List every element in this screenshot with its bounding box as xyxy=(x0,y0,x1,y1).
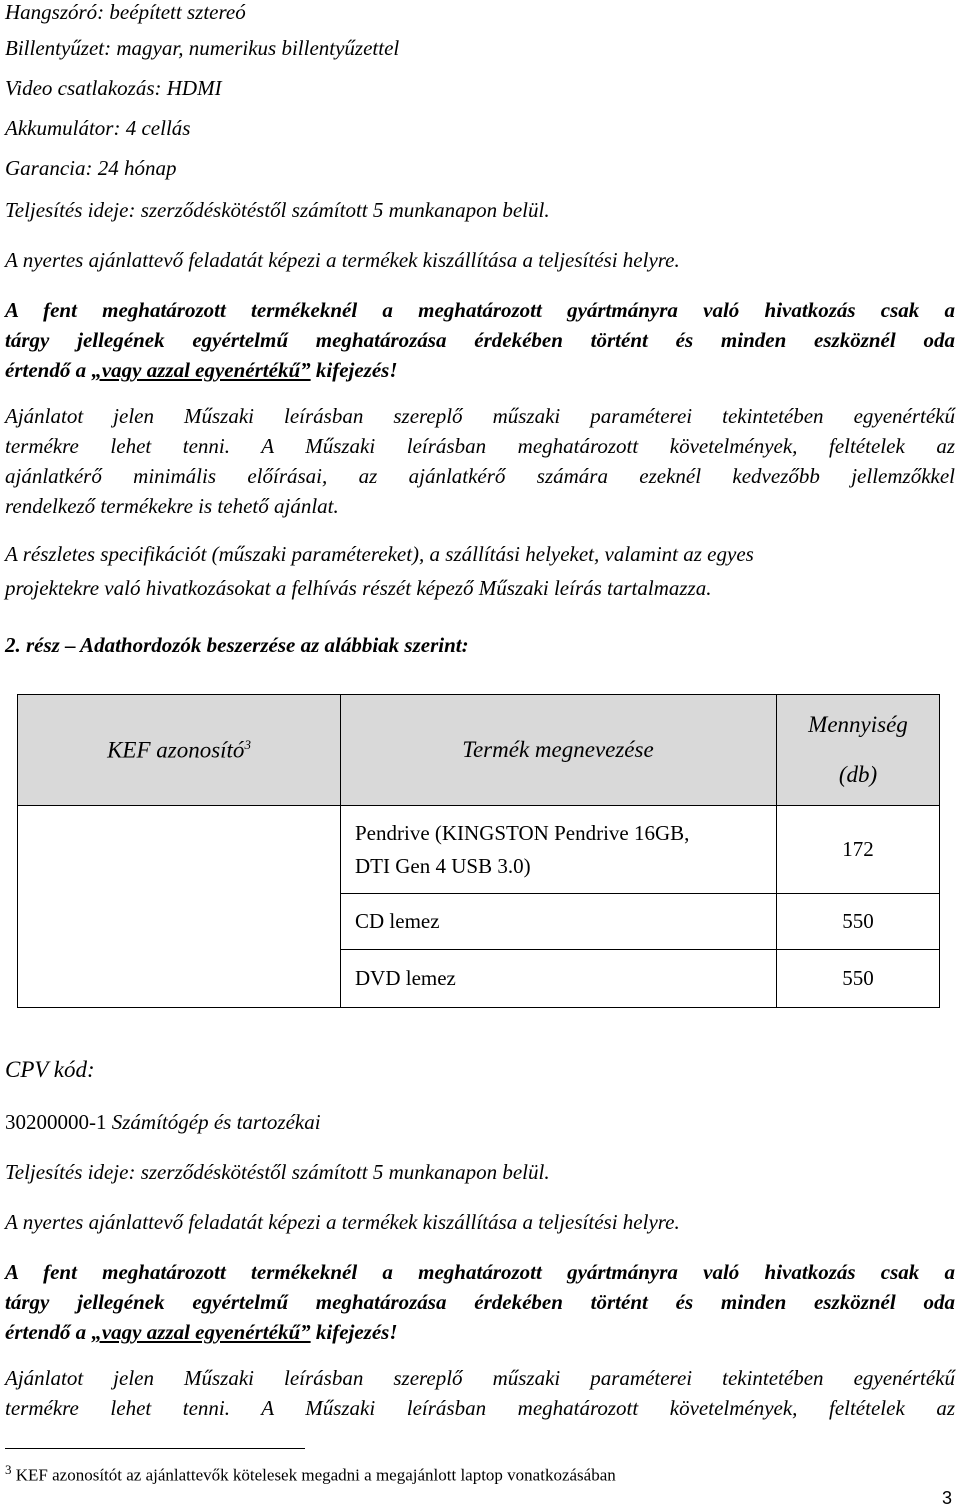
header-quantity-unit: (db) xyxy=(838,762,878,787)
details-para-line-1: A részletes specifikációt (műszaki paramétereket), a szállítási helyeket, valamint az egyes xyxy=(5,542,754,566)
spec-line-keyboard: Billentyűzet: magyar, numerikus billentyűzettel xyxy=(5,36,400,60)
product-name-line-1: Pendrive (KINGSTON Pendrive 16GB, xyxy=(355,820,690,845)
offer-para-1-line-1: Ajánlatot jelen Műszaki leírásban szereplő műszaki paraméterei tekintetében egyenértékű xyxy=(5,404,955,428)
table-cell-qty: 172 xyxy=(777,806,940,894)
offer-para-1-line-2: termékre lehet tenni. A Műszaki leírásban meghatározott követelmények, feltételek az xyxy=(5,434,955,458)
bold-para-1-post: kifejezés! xyxy=(310,358,398,382)
footnote xyxy=(5,1462,616,1486)
bold-para-2-post: kifejezés! xyxy=(310,1320,398,1344)
table-cell-qty: 550 xyxy=(777,950,940,1008)
offer-para-2-line-1: Ajánlatot jelen Műszaki leírásban szereplő műszaki paraméterei tekintetében egyenértékű xyxy=(5,1366,955,1390)
table-cell-product: CD lemez xyxy=(341,894,777,950)
header-product-name: Termék megnevezése xyxy=(341,695,777,806)
product-table xyxy=(17,694,940,1008)
product-name-line-2: DTI Gen 4 USB 3.0) xyxy=(355,853,531,878)
bold-para-1-underlined: „vagy azzal egyenértékű” xyxy=(91,358,311,382)
footnote-separator xyxy=(5,1448,305,1449)
offer-para-2-line-2: termékre lehet tenni. A Műszaki leírásban meghatározott követelmények, feltételek az xyxy=(5,1396,955,1420)
header-kef-label: KEF azonosító xyxy=(107,737,245,763)
bold-para-2-underlined: „vagy azzal egyenértékű” xyxy=(91,1320,311,1344)
offer-para-1-line-4: rendelkező termékekre is tehető ajánlat. xyxy=(5,494,339,518)
cpv-description: Számítógép és tartozékai xyxy=(106,1110,321,1134)
bold-para-2-line-1: A fent meghatározott termékeknél a meghatározott gyártmányra való hivatkozás csak a xyxy=(5,1260,955,1284)
bold-para-1-pre: értendő a xyxy=(5,358,92,382)
header-kef-footnote-mark: 3 xyxy=(244,736,251,752)
details-para-line-2: projektekre való hivatkozásokat a felhívás részét képező Műszaki leírás tartalmazza. xyxy=(5,576,712,600)
table-cell-kef xyxy=(18,806,341,1008)
spec-line-battery: Akkumulátor: 4 cellás xyxy=(5,116,191,140)
section-heading: 2. rész – Adathordozók beszerzése az alábbiak szerint: xyxy=(5,633,469,657)
delivery-deadline-line-2: Teljesítés ideje: szerződéskötéstől számított 5 munkanapon belül. xyxy=(5,1160,550,1184)
header-quantity xyxy=(777,695,940,806)
offer-para-1-line-3: ajánlatkérő minimális előírásai, az ajánlatkérő számára ezeknél kedvezőbb jellemzőkkel xyxy=(5,464,955,488)
table-header-row xyxy=(18,695,940,806)
delivery-obligation-line: A nyertes ajánlattevő feladatát képezi a termékek kiszállítása a teljesítési helyre. xyxy=(5,248,680,272)
cpv-line xyxy=(5,1110,321,1134)
table-cell-qty: 550 xyxy=(777,894,940,950)
footnote-text: KEF azonosítót az ajánlattevők kötelesek megadni a megajánlott laptop vonatkozásában xyxy=(11,1465,616,1485)
header-quantity-label: Mennyiség xyxy=(808,712,908,737)
bold-para-1-line-1: A fent meghatározott termékeknél a meghatározott gyártmányra való hivatkozás csak a xyxy=(5,298,955,322)
bold-para-2-line-3 xyxy=(5,1320,398,1344)
spec-line-speaker: Hangszóró: beépített sztereó xyxy=(5,0,246,24)
cpv-label: CPV kód: xyxy=(5,1057,95,1082)
page-number: 3 xyxy=(941,1488,952,1508)
spec-line-video: Video csatlakozás: HDMI xyxy=(5,76,222,100)
table-cell-product: DVD lemez xyxy=(341,950,777,1008)
table-cell-product xyxy=(341,806,777,894)
bold-para-1-line-2: tárgy jellegének egyértelmű meghatározása érdekében történt és minden eszköznél oda xyxy=(5,328,955,352)
header-kef xyxy=(18,695,341,806)
bold-para-2-pre: értendő a xyxy=(5,1320,92,1344)
bold-para-2-line-2: tárgy jellegének egyértelmű meghatározása érdekében történt és minden eszköznél oda xyxy=(5,1290,955,1314)
delivery-obligation-line-2: A nyertes ajánlattevő feladatát képezi a termékek kiszállítása a teljesítési helyre. xyxy=(5,1210,680,1234)
delivery-deadline-line: Teljesítés ideje: szerződéskötéstől számított 5 munkanapon belül. xyxy=(5,198,550,222)
bold-para-1-line-3 xyxy=(5,358,398,382)
spec-line-warranty: Garancia: 24 hónap xyxy=(5,156,177,180)
footnote-mark: 3 xyxy=(5,1462,12,1477)
table-row xyxy=(18,806,940,894)
cpv-code: 30200000-1 xyxy=(5,1110,107,1134)
